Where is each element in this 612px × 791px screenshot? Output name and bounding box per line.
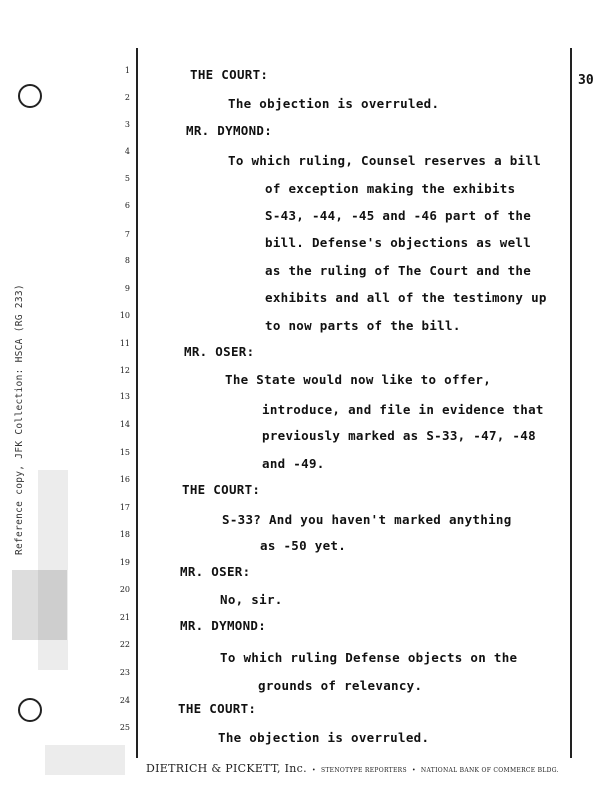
- line-number: 2: [124, 93, 130, 102]
- line-number: 5: [124, 174, 130, 183]
- line-number: 15: [119, 448, 130, 457]
- reporter-footer: [146, 757, 559, 776]
- line-number: 3: [124, 120, 130, 129]
- transcript-line: The State would now like to offer,: [225, 372, 492, 387]
- transcript-line: introduce, and file in evidence that: [262, 402, 544, 417]
- transcript-line: The objection is overruled.: [228, 96, 440, 111]
- transcript-line: To which ruling, Counsel reserves a bill: [228, 153, 542, 168]
- line-number: 18: [119, 530, 130, 539]
- transcript-line: as the ruling of The Court and the: [265, 263, 532, 278]
- transcript-line: bill. Defense's objections as well: [265, 235, 532, 250]
- firm-name: DIETRICH & PICKETT, Inc.: [146, 762, 307, 775]
- transcript-line: to now parts of the bill.: [265, 318, 461, 333]
- line-number: 14: [119, 420, 130, 429]
- speaker-label: MR. DYMOND:: [186, 123, 273, 138]
- line-number: 9: [124, 284, 130, 293]
- line-number: 21: [119, 613, 130, 622]
- line-number: 6: [124, 201, 130, 210]
- line-number: 24: [119, 696, 130, 705]
- transcript-line: as -50 yet.: [260, 538, 347, 553]
- transcript-line: S-33? And you haven't marked anything: [222, 512, 512, 527]
- line-number: 17: [119, 503, 130, 512]
- speaker-label: THE COURT:: [182, 482, 261, 497]
- transcript-line: and -49.: [262, 456, 325, 471]
- firm-description: STENOTYPE REPORTERS: [320, 767, 407, 774]
- line-number: 13: [119, 392, 130, 401]
- speaker-label: MR. DYMOND:: [180, 618, 267, 633]
- line-number: 1: [124, 66, 130, 75]
- line-number: 19: [119, 558, 130, 567]
- transcript-line: To which ruling Defense objects on the: [220, 650, 518, 665]
- line-number: 7: [124, 230, 130, 239]
- line-number: 10: [119, 311, 130, 320]
- left-margin-line: [136, 48, 138, 758]
- line-number: 22: [119, 640, 130, 649]
- footer-separator: •: [411, 767, 416, 774]
- speaker-label: THE COURT:: [190, 67, 269, 82]
- speaker-label: MR. OSER:: [180, 564, 251, 579]
- page-number: 30: [578, 73, 594, 88]
- transcript-line: No, sir.: [220, 592, 283, 607]
- binder-hole-bottom: [18, 698, 42, 722]
- speaker-label: MR. OSER:: [184, 344, 255, 359]
- speaker-label: THE COURT:: [178, 701, 257, 716]
- right-margin-line: [570, 48, 572, 758]
- transcript-line: S-43, -44, -45 and -46 part of the: [265, 208, 532, 223]
- line-number: 25: [119, 723, 130, 732]
- archive-reference-note: Reference copy, JFK Collection: HSCA (RG 233): [14, 284, 25, 555]
- binder-hole-top: [18, 84, 42, 108]
- transcript-line: previously marked as S-33, -47, -48: [262, 428, 536, 443]
- line-number: 11: [119, 339, 130, 348]
- scan-noise: [12, 570, 67, 640]
- firm-address: NATIONAL BANK OF COMMERCE BLDG.: [420, 767, 559, 774]
- line-number: 23: [119, 668, 130, 677]
- transcript-line: exhibits and all of the testimony up: [265, 290, 547, 305]
- transcript-line: The objection is overruled.: [218, 730, 430, 745]
- line-number: 8: [124, 256, 130, 265]
- transcript-line: grounds of relevancy.: [258, 678, 423, 693]
- line-number: 4: [124, 147, 130, 156]
- scan-noise: [45, 745, 125, 775]
- line-number: 12: [119, 366, 130, 375]
- transcript-line: of exception making the exhibits: [265, 181, 516, 196]
- line-number: 16: [119, 475, 130, 484]
- footer-separator: •: [312, 767, 316, 774]
- line-number: 20: [119, 585, 130, 594]
